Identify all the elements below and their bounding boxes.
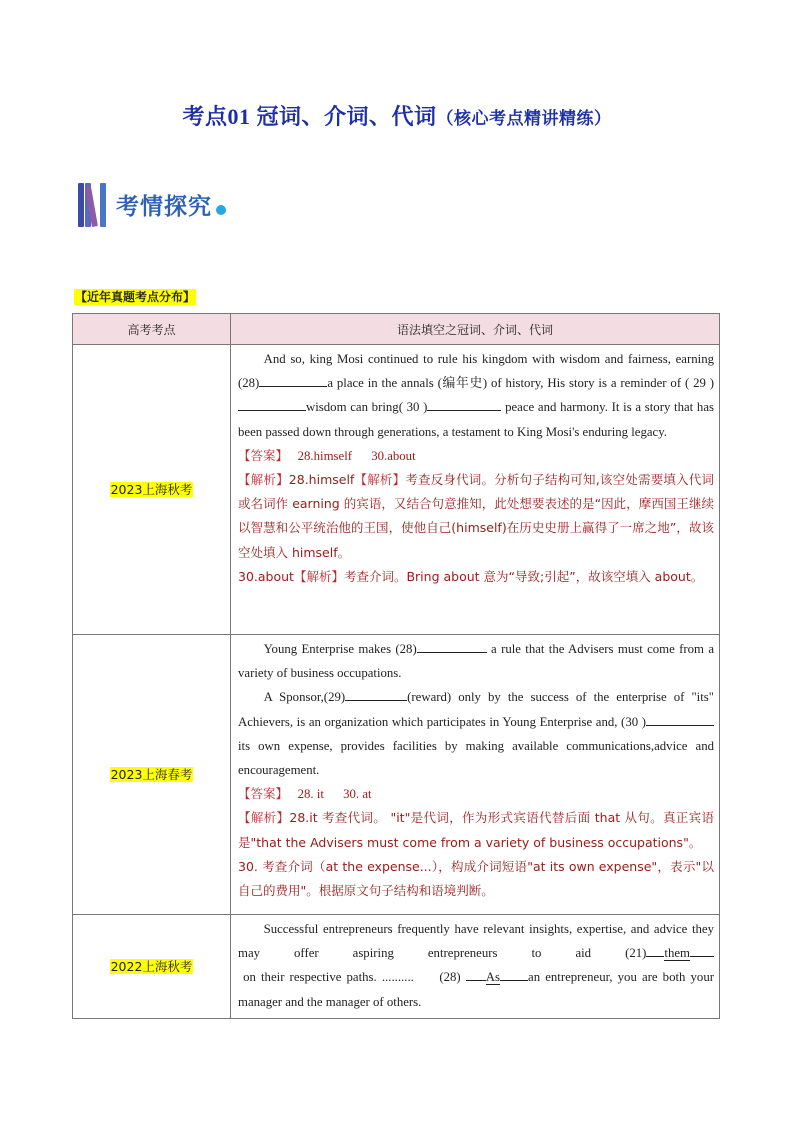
dot-icon: [216, 205, 226, 215]
answer-line: 【答案】 28. it 30. at: [238, 786, 372, 802]
answer-blank: [646, 712, 714, 726]
answer-blank: [466, 967, 486, 981]
table-row: [73, 345, 720, 635]
exam-label: 2023上海秋考: [110, 482, 193, 497]
books-icon: [78, 181, 112, 227]
analysis-paragraph: 30.about【解析】考查介词。Bring about 意为“导致;引起”，故该空填入 about。: [238, 568, 704, 584]
analysis-paragraph: 30. 考查介词（at the expense...），构成介词短语"at its own expense"，表示"以自己的费用"。根据原文句子结构和语境判断。: [238, 858, 714, 899]
question-passage: Successful entrepreneurs frequently have relevant insights, expertise, and advice they may offer aspiring entrepreneurs to aid (21) them on their respective paths. .......... (28) As an entrepreneur, you are both your manager and the manager of others.: [238, 922, 714, 1009]
exam-cell: [73, 635, 231, 915]
analysis-paragraph: 【解析】28.it 考查代词。 "it"是代词，作为形式宾语代替后面 that 从句。真正宾语是"that the Advisers must come from a variety of business occupations"。: [238, 810, 714, 850]
exam-cell: [73, 915, 231, 1019]
section-tag: 【近年真题考点分布】: [75, 290, 196, 304]
answer-blank: [417, 639, 487, 653]
header-exam-point: 高考考点: [73, 314, 231, 345]
answer-blank: [500, 967, 528, 981]
title-main: 考点01 冠词、介词、代词: [182, 104, 437, 129]
answer-blank: [345, 687, 407, 701]
exam-table: [72, 313, 720, 1019]
answer-blank: [646, 943, 664, 957]
question-passage: A Sponsor,(29) (reward) only by the success of the enterprise of "its" Achievers, is an organization which participates in Young Enterprise and, (30 ) its own expense, provides facilities by making available communications,advice and encouragement.: [238, 685, 714, 782]
exam-cell: [73, 345, 231, 635]
banner-title: 考情探究: [116, 193, 212, 220]
exam-label: 2023上海春考: [110, 767, 193, 782]
answer-blank: [690, 943, 714, 957]
content-cell: [231, 345, 720, 635]
section-banner: [78, 180, 226, 228]
title-sub: （核心考点精讲精练）: [436, 109, 612, 128]
answer-blank: [238, 397, 306, 411]
content-cell: [231, 915, 720, 1019]
content-cell: [231, 635, 720, 915]
analysis-paragraph: 【解析】28.himself【解析】考查反身代词。分析句子结构可知,该空处需要填入代词或名词作 earning 的宾语，又结合句意推知，此处想要表述的是“因此，摩西国王继续以智慧和公平统治他的王国，使他自己(himself)在历史史册上赢得了一席之地”，故该空处填入 himself。: [238, 472, 714, 560]
header-topic: 语法填空之冠词、介词、代词: [231, 314, 720, 345]
table-header-row: [73, 314, 720, 345]
table-row: [73, 915, 720, 1019]
answer-blank: [259, 373, 327, 387]
exam-label: 2022上海秋考: [110, 959, 193, 974]
question-passage: Young Enterprise makes (28) a rule that the Advisers must come from a variety of business occupations.: [238, 637, 714, 685]
answer-blank: [427, 397, 501, 411]
answer-line: 【答案】 28.himself 30.about: [238, 447, 416, 463]
table-row: [73, 635, 720, 915]
question-passage: And so, king Mosi continued to rule his kingdom with wisdom and fairness, earning (28) a place in the annals (编年史) of history, His story is a reminder of ( 29 )wisdom can bring( 30 ) peace and harmony. It is a story that has been passed down through generations, a testament to King Mosi's enduring legacy.: [238, 352, 714, 439]
page-title: [0, 100, 794, 131]
